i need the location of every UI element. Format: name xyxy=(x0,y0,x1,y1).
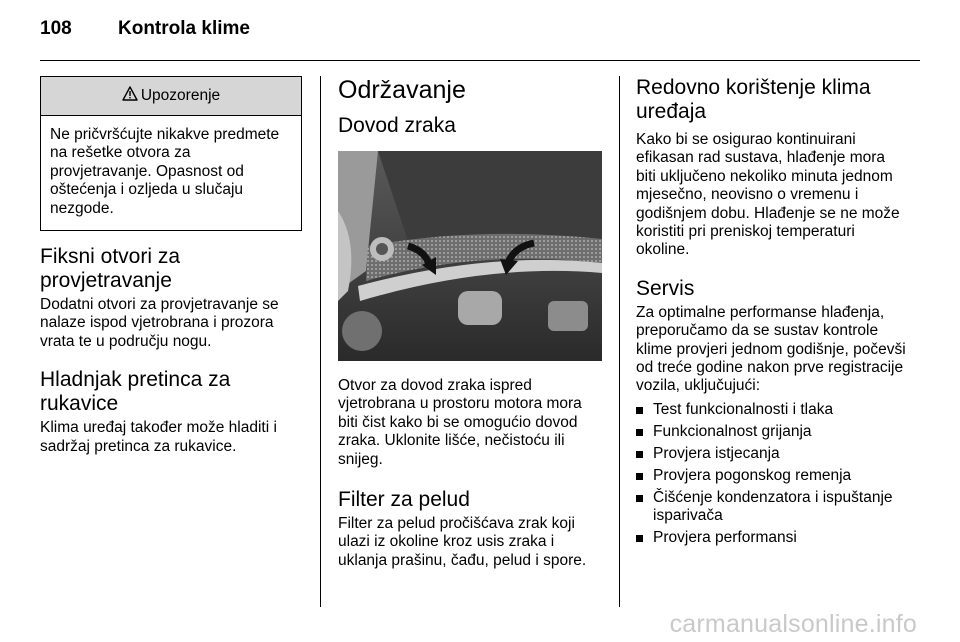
regular-use-heading: Redovno korištenje klima uređaja xyxy=(636,76,871,123)
service-text: Za optimalne performanse hlađenja, preporučamo da se sustav kontrole klime provjeri jednom godišnje, počevši od treće godine nakon prve registracije vozila, uključujući: xyxy=(636,303,906,395)
list-item: Test funkcionalnosti i tlaka xyxy=(636,401,908,419)
list-item: Čišćenje kondenzatora i ispuštanje isparivača xyxy=(636,489,908,526)
air-intake-heading: Dovod zraka xyxy=(338,114,456,137)
bullet-square-icon xyxy=(636,473,643,480)
bullet-square-icon xyxy=(636,407,643,414)
pollen-filter-heading: Filter za pelud xyxy=(338,488,470,512)
page-header xyxy=(40,18,250,48)
column-left xyxy=(40,76,302,456)
list-item: Provjera pogonskog remenja xyxy=(636,467,908,485)
service-heading: Servis xyxy=(636,276,695,300)
bullet-square-icon xyxy=(636,535,643,542)
list-item: Provjera performansi xyxy=(636,529,908,547)
watermark: carmanualsonline.info xyxy=(669,610,917,638)
bullet-square-icon xyxy=(636,451,643,458)
maintenance-heading: Održavanje xyxy=(338,76,466,104)
warning-box xyxy=(40,76,302,231)
column-divider-1 xyxy=(320,76,321,607)
header-divider xyxy=(40,60,920,61)
service-checklist xyxy=(636,401,908,547)
list-item: Funkcionalnost grijanja xyxy=(636,423,908,441)
air-intake-text: Otvor za dovod zraka ispred vjetrobrana u prostoru motora mora biti čist kako bi se omogućio dovod zraka. Uklonite lišće, nečistoću ili snijeg. xyxy=(338,377,582,468)
list-item: Provjera istjecanja xyxy=(636,445,908,463)
air-intake-illustration xyxy=(338,151,602,361)
warning-title: Upozorenje xyxy=(140,87,221,104)
column-right xyxy=(636,76,908,551)
page-number: 108 xyxy=(40,18,72,39)
warning-triangle-icon xyxy=(122,86,141,106)
glovebox-text: Klima uređaj također može hladiti i sadržaj pretinca za rukavice. xyxy=(40,419,277,455)
fixed-vents-text: Dodatni otvori za provjetravanje se nalaze ispod vjetrobrana i prozora vrata te u području nogu. xyxy=(40,296,279,350)
column-middle xyxy=(338,76,602,570)
warning-text: Ne pričvršćujte nikakve predmete na rešetke otvora za provjetravanje. Opasnost od oštećenja i ozljeda u slučaju nezgode. xyxy=(50,126,280,217)
regular-use-text: Kako bi se osigurao kontinuirani efikasan rad sustava, hlađenje mora biti uključeno nekoliko minuta jednom mjesečno, neovisno o vremenu i godišnjem dobu. Hlađenje se ne može koristiti pri preniskoj temperaturi okoline. xyxy=(636,131,900,259)
pollen-filter-text: Filter za pelud pročišćava zrak koji ulazi iz okoline kroz usis zraka i uklanja prašinu, čađu, pelud i spore. xyxy=(338,515,587,569)
column-divider-2 xyxy=(619,76,620,607)
bullet-square-icon xyxy=(636,495,643,502)
chapter-title: Kontrola klime xyxy=(118,18,250,39)
bullet-square-icon xyxy=(636,429,643,436)
glovebox-heading: Hladnjak pretinca za rukavice xyxy=(40,368,231,416)
warning-header xyxy=(41,77,301,116)
fixed-vents-heading: Fiksni otvori za provjetravanje xyxy=(40,245,181,293)
